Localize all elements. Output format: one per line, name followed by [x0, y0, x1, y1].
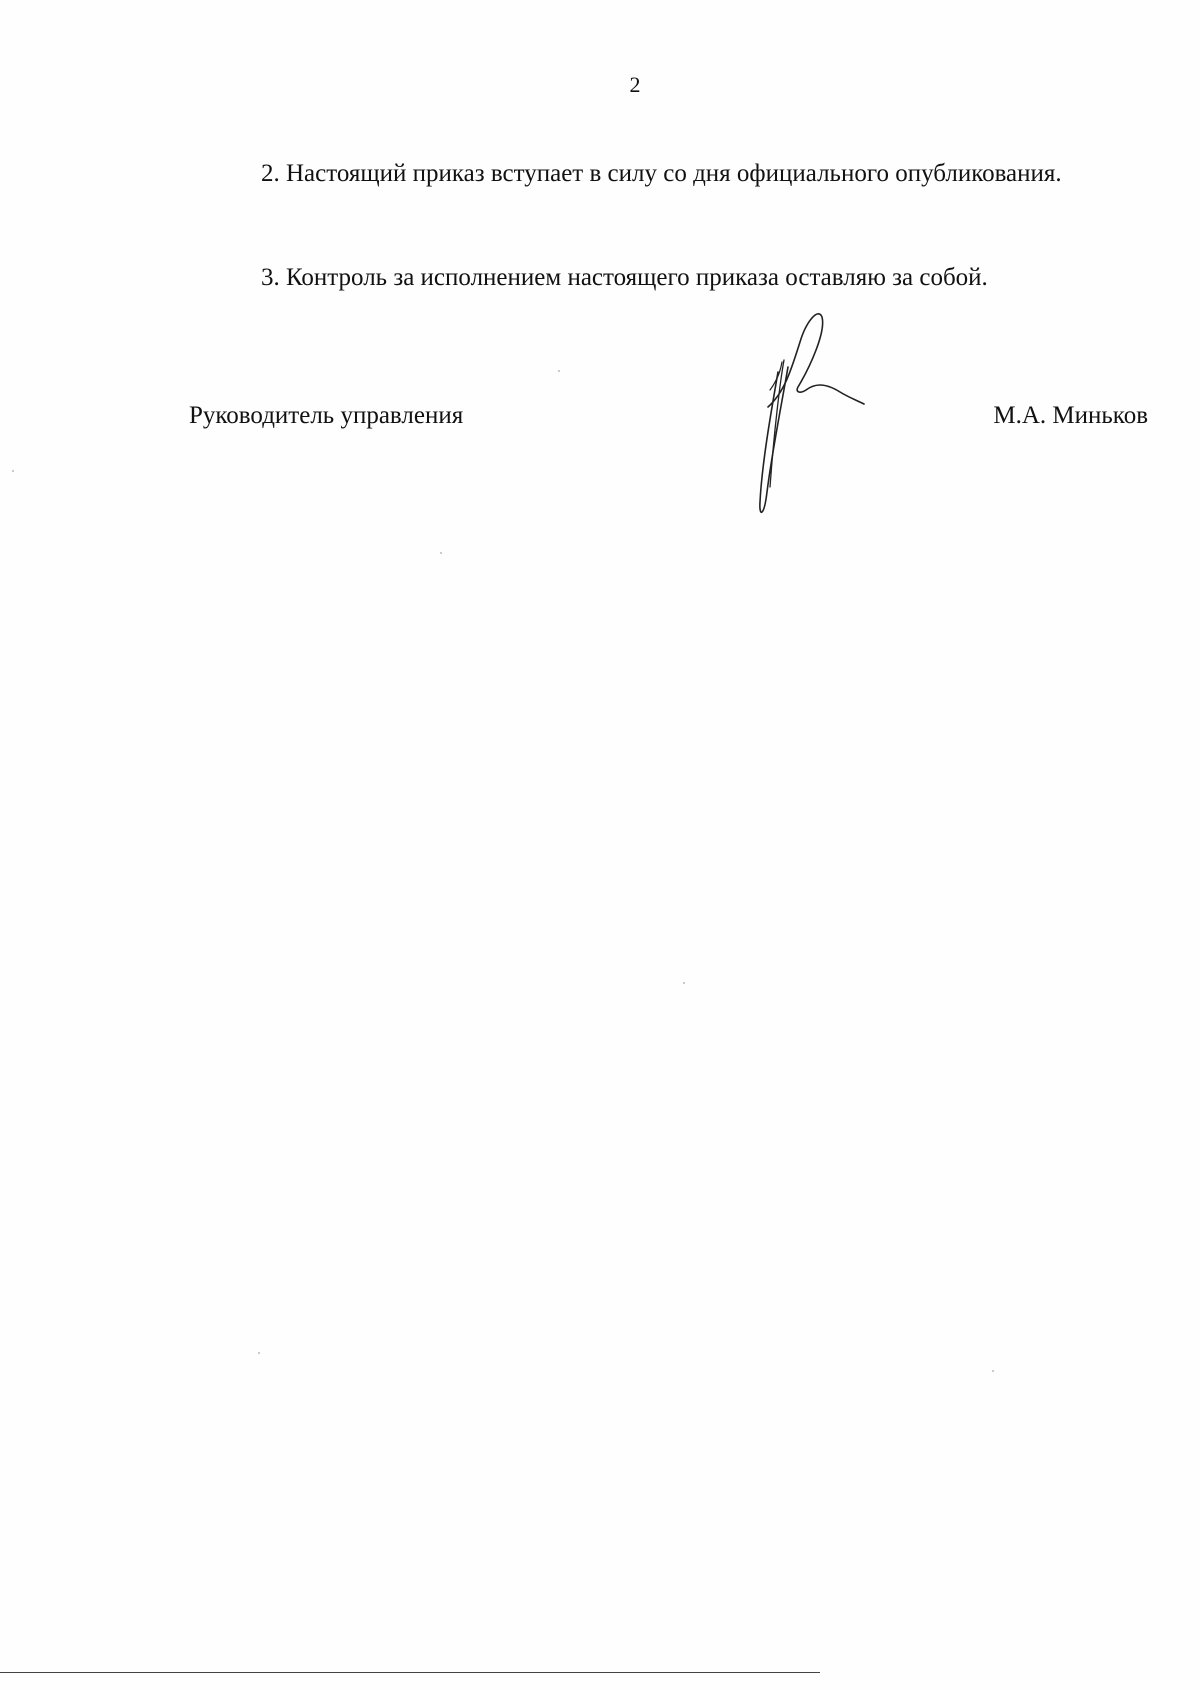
scan-speck: [440, 552, 442, 554]
signatory-role: Руководитель управления: [189, 402, 464, 429]
paragraph-item-2: [189, 150, 1151, 198]
scan-speck: [992, 1370, 994, 1372]
paragraph-item-3: [189, 254, 1151, 302]
paragraph-text: 2. Настоящий приказ вступает в силу со дня официального опубликования.: [261, 160, 1062, 187]
signatory-name: М.А. Миньков: [993, 402, 1148, 429]
paragraph-text: 3. Контроль за исполнением настоящего приказа оставляю за собой.: [261, 264, 988, 291]
scan-edge-line: [0, 1672, 820, 1673]
scan-speck: [258, 1352, 260, 1354]
page-number: 2: [629, 72, 641, 97]
scan-speck: [12, 470, 14, 472]
scan-speck: [683, 982, 685, 984]
handwritten-signature: [740, 312, 870, 522]
scan-speck: [558, 370, 560, 372]
